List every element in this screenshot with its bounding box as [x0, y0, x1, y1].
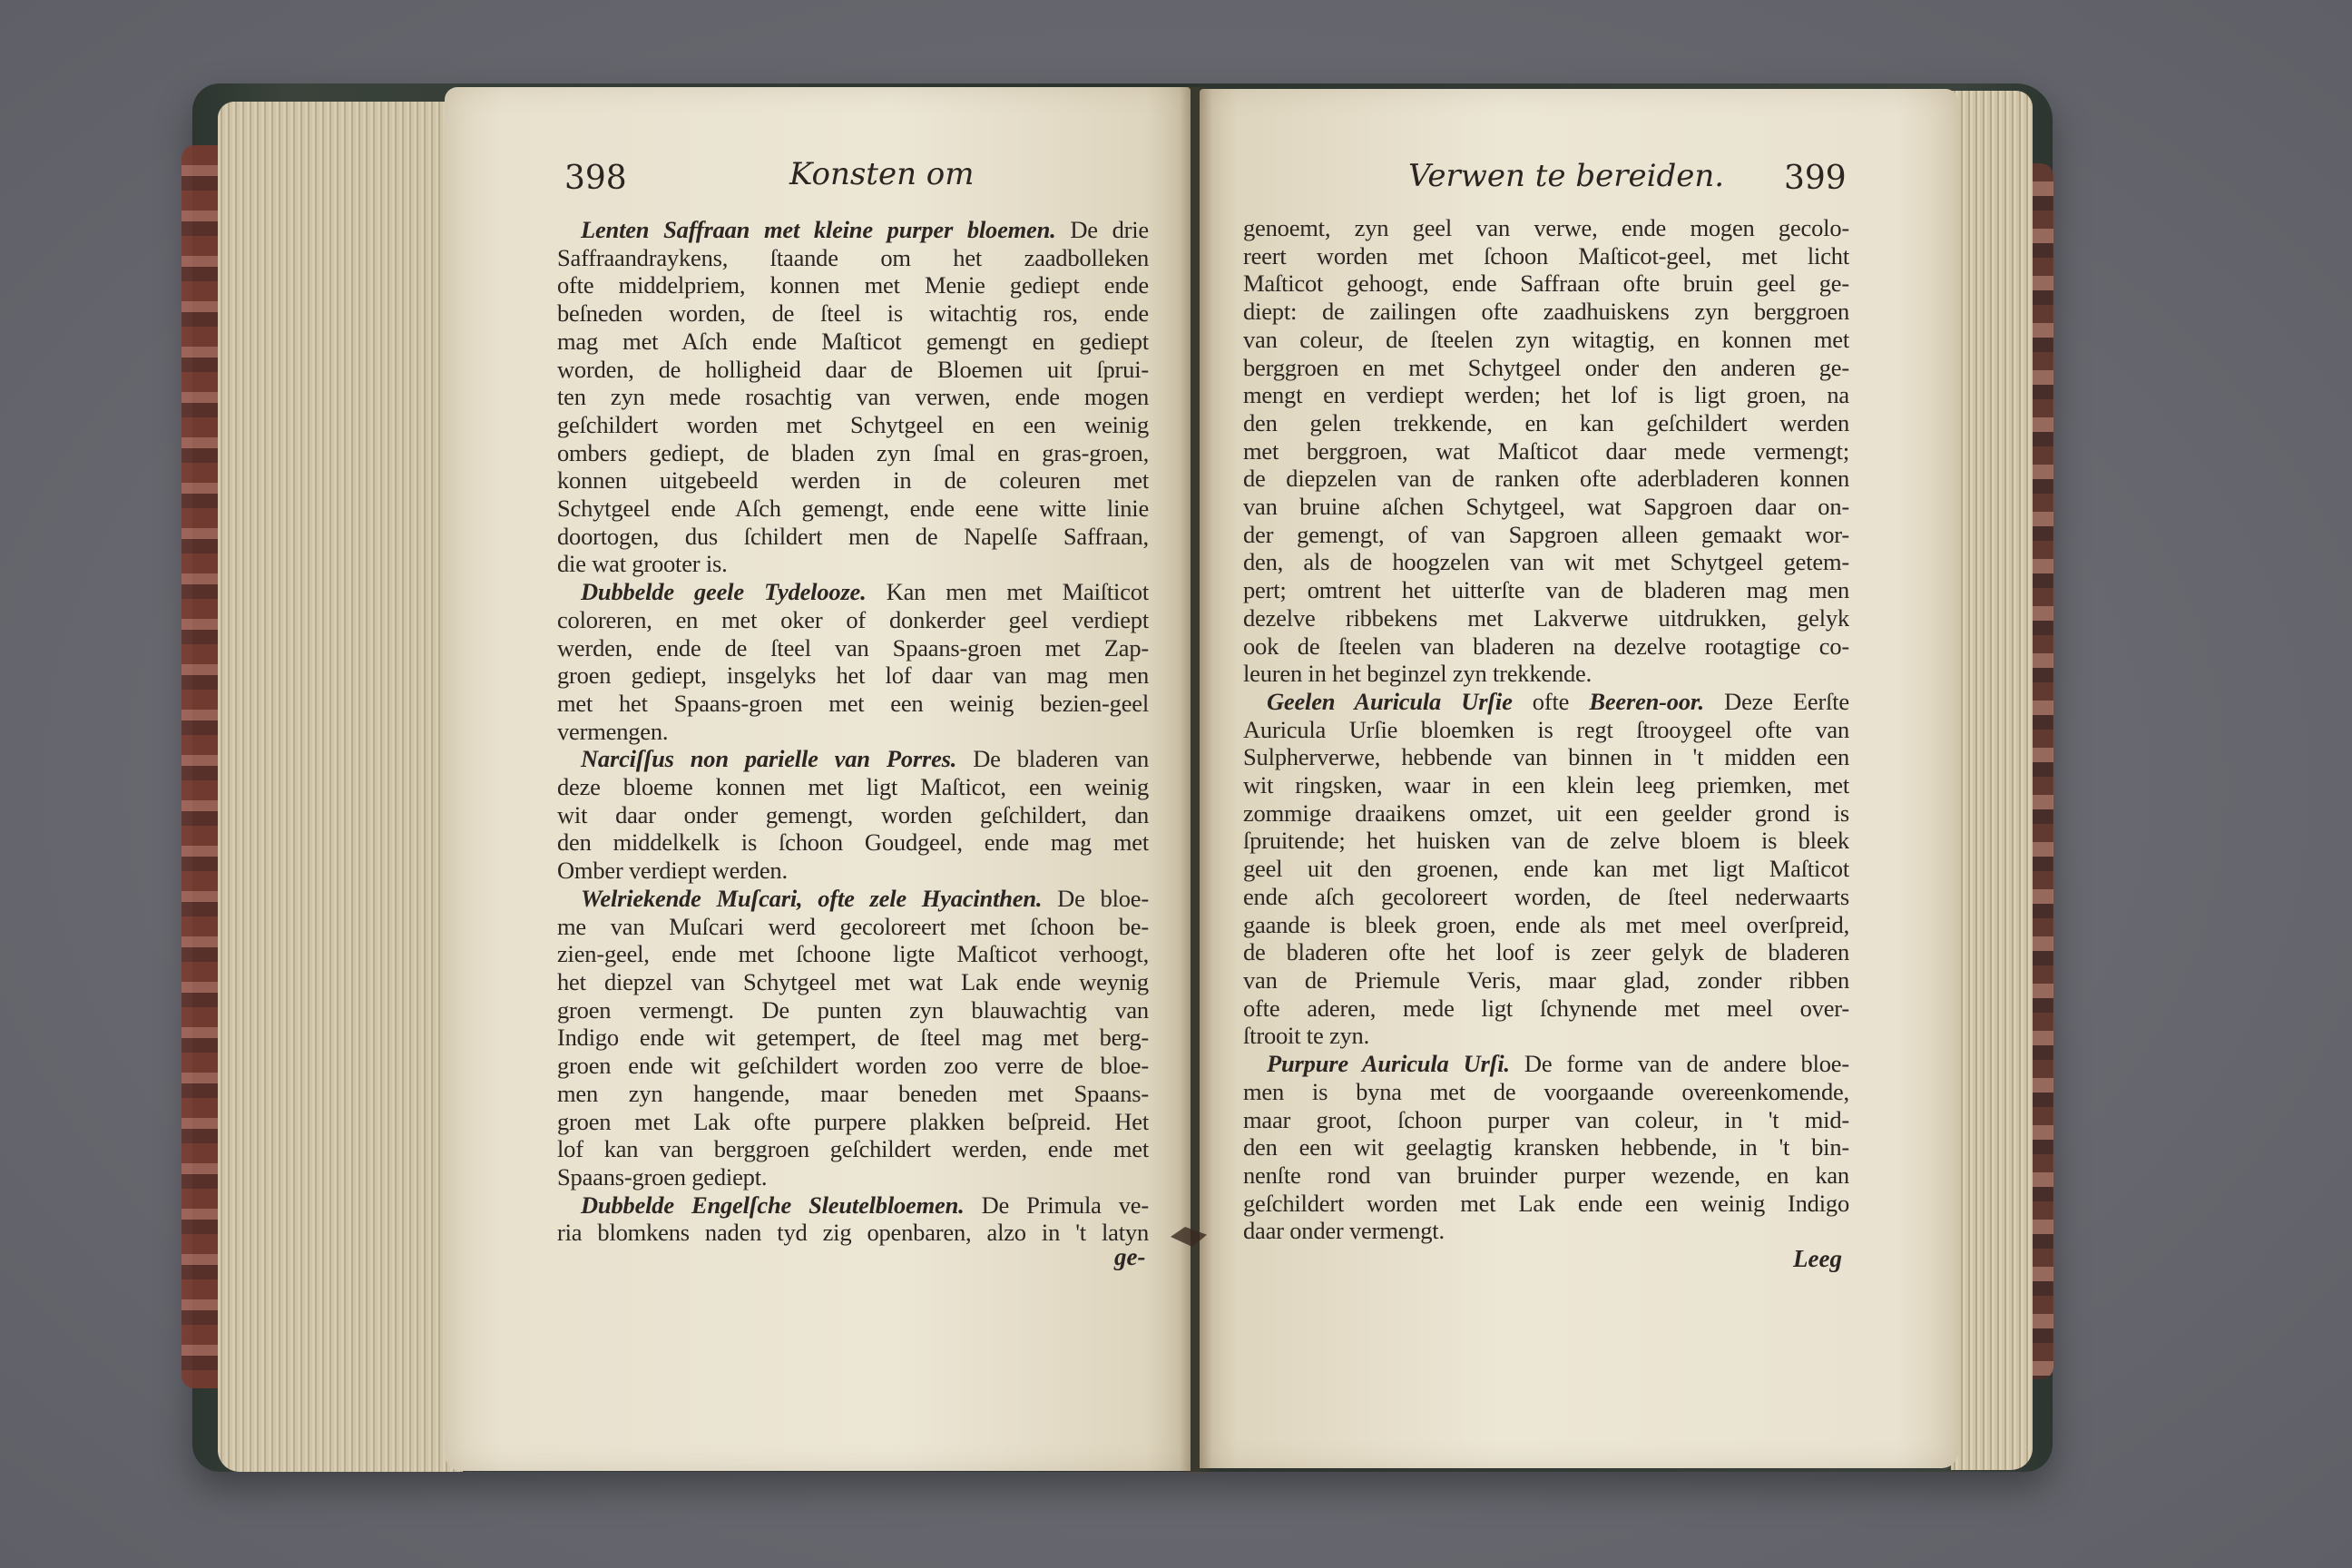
line-text: mag met Aſch ende Maſticot gemengt en gediept — [557, 327, 1149, 355]
line-text: groen vermengt. De punten zyn blauwachtig van — [557, 995, 1149, 1024]
line-text: van coleur, de ſteelen zyn witagtig, en konnen met — [1243, 325, 1849, 353]
text-line — [1243, 883, 1849, 911]
text-line — [557, 1080, 1149, 1108]
text-line — [557, 662, 1149, 690]
line-text: den, als de hoogzelen van wit met Schytgeel getem- — [1243, 548, 1849, 576]
text-line — [1243, 855, 1849, 883]
line-text: daar onder vermengt. — [1243, 1217, 1445, 1245]
line-text: konnen uitgebeeld werden in de coleuren met — [557, 466, 1149, 495]
text-line — [557, 718, 1149, 746]
left-running-title: Konsten om — [789, 156, 975, 192]
line-text: dezelve ribbekens met Lakverwe uitdrukken, gelyk — [1243, 603, 1849, 632]
line-text: deze bloeme konnen met ligt Maſticot, een weinig — [557, 773, 1149, 801]
line-text: ria blomkens naden tyd zig openbaren, alzo in 't latyn — [557, 1219, 1149, 1247]
line-text: van bruine aſchen Schytgeel, wat Sapgroen daar on- — [1243, 493, 1849, 521]
line-text: lof kan van berggroen geſchildert werden, ende met — [557, 1135, 1149, 1163]
text-line — [1243, 716, 1849, 744]
line-text: ofte — [1512, 687, 1590, 715]
line-text: beſneden worden, de ſteel is witachtig ros, ende — [557, 299, 1149, 328]
line-text: maar groot, ſchoon purper van coleur, in 't mid- — [1243, 1105, 1849, 1133]
text-line — [557, 1163, 1149, 1191]
text-line — [557, 216, 1149, 244]
text-line — [1243, 548, 1849, 576]
line-text: de bladeren ofte het loof is zeer gelyk de bladeren — [1243, 938, 1849, 966]
text-line — [1243, 1161, 1849, 1190]
text-line — [1243, 1190, 1849, 1218]
text-line — [1243, 1022, 1849, 1050]
line-text: doortogen, dus ſchildert men de Napelſe Saffraan, — [557, 522, 1149, 550]
text-line — [1243, 938, 1849, 966]
line-text: ombers gediept, de bladen zyn ſmal en gras-groen, — [557, 438, 1149, 466]
line-text: den middelkelk is ſchoon Goudgeel, ende mag met — [557, 828, 1149, 857]
line-text: geſchildert worden met Lak ende een weinig Indigo — [1243, 1189, 1849, 1217]
text-line — [557, 1108, 1149, 1136]
text-line — [1243, 576, 1849, 604]
text-line — [1243, 270, 1849, 298]
line-text: De forme van de andere bloe- — [1509, 1050, 1849, 1078]
text-line — [557, 968, 1149, 996]
line-text: ten zyn mede rosachtig van verwen, ende mogen — [557, 383, 1149, 411]
text-line — [1243, 827, 1849, 855]
line-text: Schytgeel ende Aſch gemengt, ende eene witte linie — [557, 495, 1149, 523]
text-line — [557, 940, 1149, 968]
text-line — [557, 466, 1149, 495]
line-text: ſpruitende; het huisken van de zelve bloem is bleek — [1243, 827, 1849, 855]
text-line — [557, 244, 1149, 272]
text-line — [1243, 966, 1849, 995]
text-line — [1243, 465, 1849, 493]
text-line — [557, 773, 1149, 801]
text-line — [557, 801, 1149, 829]
line-text: berggroen en met Schytgeel onder den anderen ge- — [1243, 353, 1849, 381]
text-line — [1243, 911, 1849, 939]
text-line — [557, 411, 1149, 439]
line-text: van de Priemule Veris, maar glad, zonder ribben — [1243, 965, 1849, 994]
line-text: ſtrooit te zyn. — [1243, 1022, 1370, 1050]
text-line — [557, 578, 1149, 606]
paragraph-heading: Dubbelde Engelſche Sleutelbloemen. — [581, 1191, 965, 1219]
text-line — [1243, 743, 1849, 771]
text-line — [557, 634, 1149, 662]
text-line — [557, 271, 1149, 299]
text-line — [1243, 214, 1849, 242]
line-text: gaande is bleek groen, ende als met meel overſpreid, — [1243, 910, 1849, 938]
line-text: de diepzelen van de ranken ofte aderbladeren konnen — [1243, 465, 1849, 493]
text-line — [557, 885, 1149, 913]
text-line — [1243, 493, 1849, 521]
line-text: der gemengt, of van Sapgroen alleen gemaakt wor- — [1243, 520, 1849, 548]
text-line — [557, 857, 1149, 885]
line-text: worden, de holligheid daar de Bloemen uit ſprui- — [557, 355, 1149, 383]
text-line — [557, 1024, 1149, 1052]
line-text: Kan men met Maiſticot — [866, 578, 1149, 606]
line-text: coloreren, en met oker of donkerder geel verdiept — [557, 605, 1149, 633]
line-text: den gelen trekkende, en kan geſchildert werden — [1243, 408, 1849, 436]
text-line — [557, 1191, 1149, 1220]
line-text: werden, ende de ſteel van Spaans-groen met Zap- — [557, 633, 1149, 662]
paragraph-heading: Welriekende Muſcari, ofte zele Hyacinthen. — [581, 884, 1043, 912]
text-line — [1243, 521, 1849, 549]
line-text: De Primula ve- — [964, 1191, 1149, 1219]
text-line — [1243, 1050, 1849, 1078]
line-text: mengt en verdiept werden; het lof is ligt groen, na — [1243, 381, 1849, 409]
text-line — [1243, 326, 1849, 354]
line-text: leuren in het beginzel zyn trekkende. — [1243, 660, 1592, 688]
line-text: diept: de zailingen ofte zaadhuiskens zyn berggroen — [1243, 298, 1849, 326]
left-page-number: 398 — [564, 160, 627, 197]
text-line — [1243, 298, 1849, 326]
text-line — [1243, 242, 1849, 270]
text-line — [557, 828, 1149, 857]
line-text: ofte middelpriem, konnen met Menie gediept ende — [557, 271, 1149, 299]
text-line — [1243, 354, 1849, 382]
line-text: Saffraandraykens, ſtaande om het zaadbolleken — [557, 243, 1149, 271]
right-page-number: 399 — [1784, 160, 1847, 197]
line-text: die wat grooter is. — [557, 550, 728, 578]
line-text: vermengen. — [557, 717, 669, 745]
paragraph-heading: Purpure Auricula Urſi. — [1267, 1050, 1510, 1078]
text-line — [1243, 1106, 1849, 1134]
line-text: ofte aderen, mede ligt ſchynende met meel over- — [1243, 994, 1849, 1022]
left-catchword: ge- — [1114, 1243, 1146, 1270]
paragraph-heading: Beeren-oor. — [1589, 687, 1704, 715]
text-line — [557, 1135, 1149, 1163]
line-text: pert; omtrent het uitterſte van de bladeren mag men — [1243, 576, 1849, 604]
text-line — [1243, 1217, 1849, 1245]
line-text: Maſticot gehoogt, ende Saffraan ofte bruin geel ge- — [1243, 270, 1849, 298]
text-line — [557, 690, 1149, 718]
text-line — [1243, 1078, 1849, 1106]
line-text: men zyn hangende, maar beneden met Spaans- — [557, 1079, 1149, 1107]
text-line — [1243, 1133, 1849, 1161]
text-line — [1243, 799, 1849, 828]
line-text: geel uit den groenen, ende kan met ligt Maſticot — [1243, 855, 1849, 883]
line-text: groen ende wit geſchildert worden zoo verre de bloe- — [557, 1052, 1149, 1080]
text-line — [557, 1219, 1149, 1247]
line-text: ende aſch gecoloreert worden, de ſteel nederwaarts — [1243, 882, 1849, 910]
line-text: De drie — [1055, 216, 1149, 243]
line-text: Sulpherverwe, hebbende van binnen in 't midden een — [1243, 743, 1849, 771]
text-line — [1243, 660, 1849, 688]
paragraph-heading: Dubbelde geele Tydelooze. — [581, 578, 867, 606]
line-text: geſchildert worden met Schytgeel en een weinig — [557, 410, 1149, 438]
line-text: zien-geel, ende met ſchoone ligte Maſticot verhoogt, — [557, 940, 1149, 968]
text-line — [1243, 995, 1849, 1023]
text-line — [557, 356, 1149, 384]
page-edges-left — [218, 102, 463, 1472]
text-line — [557, 328, 1149, 356]
text-line — [557, 996, 1149, 1024]
text-line — [557, 1052, 1149, 1080]
book-gutter — [1180, 87, 1212, 1474]
text-line — [557, 913, 1149, 941]
text-line — [1243, 409, 1849, 437]
text-line — [1243, 381, 1849, 409]
line-text: me van Muſcari werd gecoloreert met ſchoon be- — [557, 912, 1149, 940]
text-line — [557, 745, 1149, 773]
line-text: met het Spaans-groen met een weinig bezien-geel — [557, 689, 1149, 717]
paragraph-heading: Narciſſus non parielle van Porres. — [581, 745, 957, 773]
line-text: het diepzel van Schytgeel met wat Lak ende weynig — [557, 967, 1149, 995]
left-text-column — [557, 216, 1149, 1247]
text-line — [557, 550, 1149, 578]
line-text: ook de ſteelen van bladeren na dezelve rootagtige co- — [1243, 632, 1849, 660]
text-line — [557, 523, 1149, 551]
line-text: Spaans-groen gediept. — [557, 1162, 768, 1191]
right-running-title: Verwen te bereiden. — [1408, 158, 1725, 194]
line-text: groen gediept, insgelyks het lof daar van mag men — [557, 662, 1149, 690]
right-catchword: Leeg — [1793, 1245, 1842, 1272]
text-line — [557, 383, 1149, 411]
line-text: genoemt, zyn geel van verwe, ende mogen gecolo- — [1243, 214, 1849, 241]
paragraph-heading: Geelen Auricula Urſie — [1267, 687, 1513, 715]
line-text: Auricula Urſie bloemken is regt ſtrooygeel ofte van — [1243, 715, 1849, 743]
line-text: men is byna met de voorgaande overeenkomende, — [1243, 1077, 1849, 1105]
text-line — [1243, 771, 1849, 799]
text-line — [1243, 604, 1849, 632]
line-text: nenſte rond van bruinder purper wezende, en kan — [1243, 1161, 1849, 1189]
line-text: groen met Lak ofte purpere plakken beſpreid. Het — [557, 1107, 1149, 1135]
line-text: De bladeren van — [956, 745, 1149, 773]
line-text: wit daar onder gemengt, worden geſchildert, dan — [557, 800, 1149, 828]
line-text: De bloe- — [1042, 884, 1149, 912]
paragraph-heading: Lenten Saffraan met kleine purper bloemen. — [581, 216, 1056, 243]
line-text: wit ringsken, waar in een klein leeg priemken, met — [1243, 771, 1849, 799]
text-line — [1243, 632, 1849, 661]
text-line — [1243, 437, 1849, 466]
text-line — [557, 495, 1149, 523]
line-text: den een wit geelagtig kransken hebbende, in 't bin- — [1243, 1133, 1849, 1161]
text-line — [557, 299, 1149, 328]
line-text: reert worden met ſchoon Maſticot-geel, met licht — [1243, 241, 1849, 270]
line-text: Omber verdiept werden. — [557, 857, 788, 885]
text-line — [557, 439, 1149, 467]
line-text: zommige draaikens omzet, uit een geelder grond is — [1243, 799, 1849, 827]
right-text-column — [1243, 214, 1849, 1245]
page-edges-right — [1951, 91, 2033, 1470]
line-text: Indigo ende wit getempert, de ſteel mag met berg- — [557, 1024, 1149, 1052]
line-text: met berggroen, wat Maſticot daar mede vermengt; — [1243, 436, 1849, 465]
text-line — [557, 606, 1149, 634]
line-text: Deze Eerſte — [1704, 687, 1849, 715]
text-line — [1243, 688, 1849, 716]
